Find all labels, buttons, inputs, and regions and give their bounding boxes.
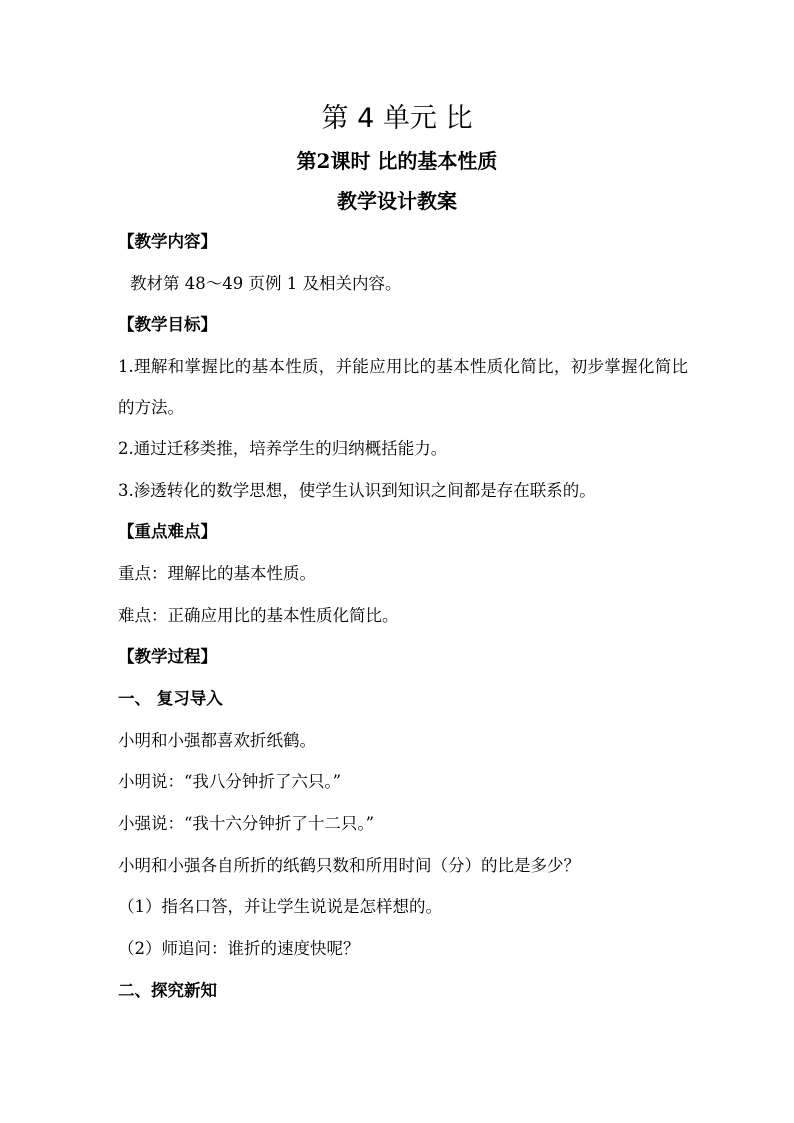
paragraph-6: （2）师追问：谁折的速度快呢？ — [118, 939, 360, 958]
paragraph-4: 小明和小强各自所折的纸鹤只数和所用时间（分）的比是多少？ — [118, 856, 580, 875]
document-type-title: 教学设计教案 — [337, 189, 457, 213]
section-heading-process: 【教学过程】 — [118, 647, 217, 666]
part-1-heading: 一、 复习导入 — [118, 689, 223, 708]
section-heading-keypoints: 【重点难点】 — [118, 522, 217, 541]
content-text: 教材第 48～49 页例 1 及相关内容。 — [130, 274, 402, 293]
paragraph-5: （1）指名口答，并让学生说说是怎样想的。 — [118, 897, 442, 916]
goal-3: 3.渗透转化的数学思想，使学生认识到知识之间都是存在联系的。 — [118, 481, 596, 500]
section-heading-content: 【教学内容】 — [118, 232, 217, 251]
paragraph-1: 小明和小强都喜欢折纸鹤。 — [118, 731, 316, 750]
lesson-title: 第2课时 比的基本性质 — [296, 149, 498, 173]
difficult-point: 难点：正确应用比的基本性质化简比。 — [118, 606, 399, 625]
unit-title: 第 4 单元 比 — [321, 103, 473, 134]
goal-1: 1.理解和掌握比的基本性质，并能应用比的基本性质化简比，初步掌握化简比的方法。 — [118, 357, 688, 417]
section-heading-goals: 【教学目标】 — [118, 315, 217, 334]
goal-2: 2.通过迁移类推，培养学生的归纳概括能力。 — [118, 439, 448, 458]
paragraph-2: 小明说：“我八分钟折了六只。” — [118, 772, 342, 791]
key-point: 重点：理解比的基本性质。 — [118, 564, 316, 583]
part-2-heading: 二、探究新知 — [118, 981, 217, 1000]
paragraph-3: 小强说：“我十六分钟折了十二只。” — [118, 814, 375, 833]
